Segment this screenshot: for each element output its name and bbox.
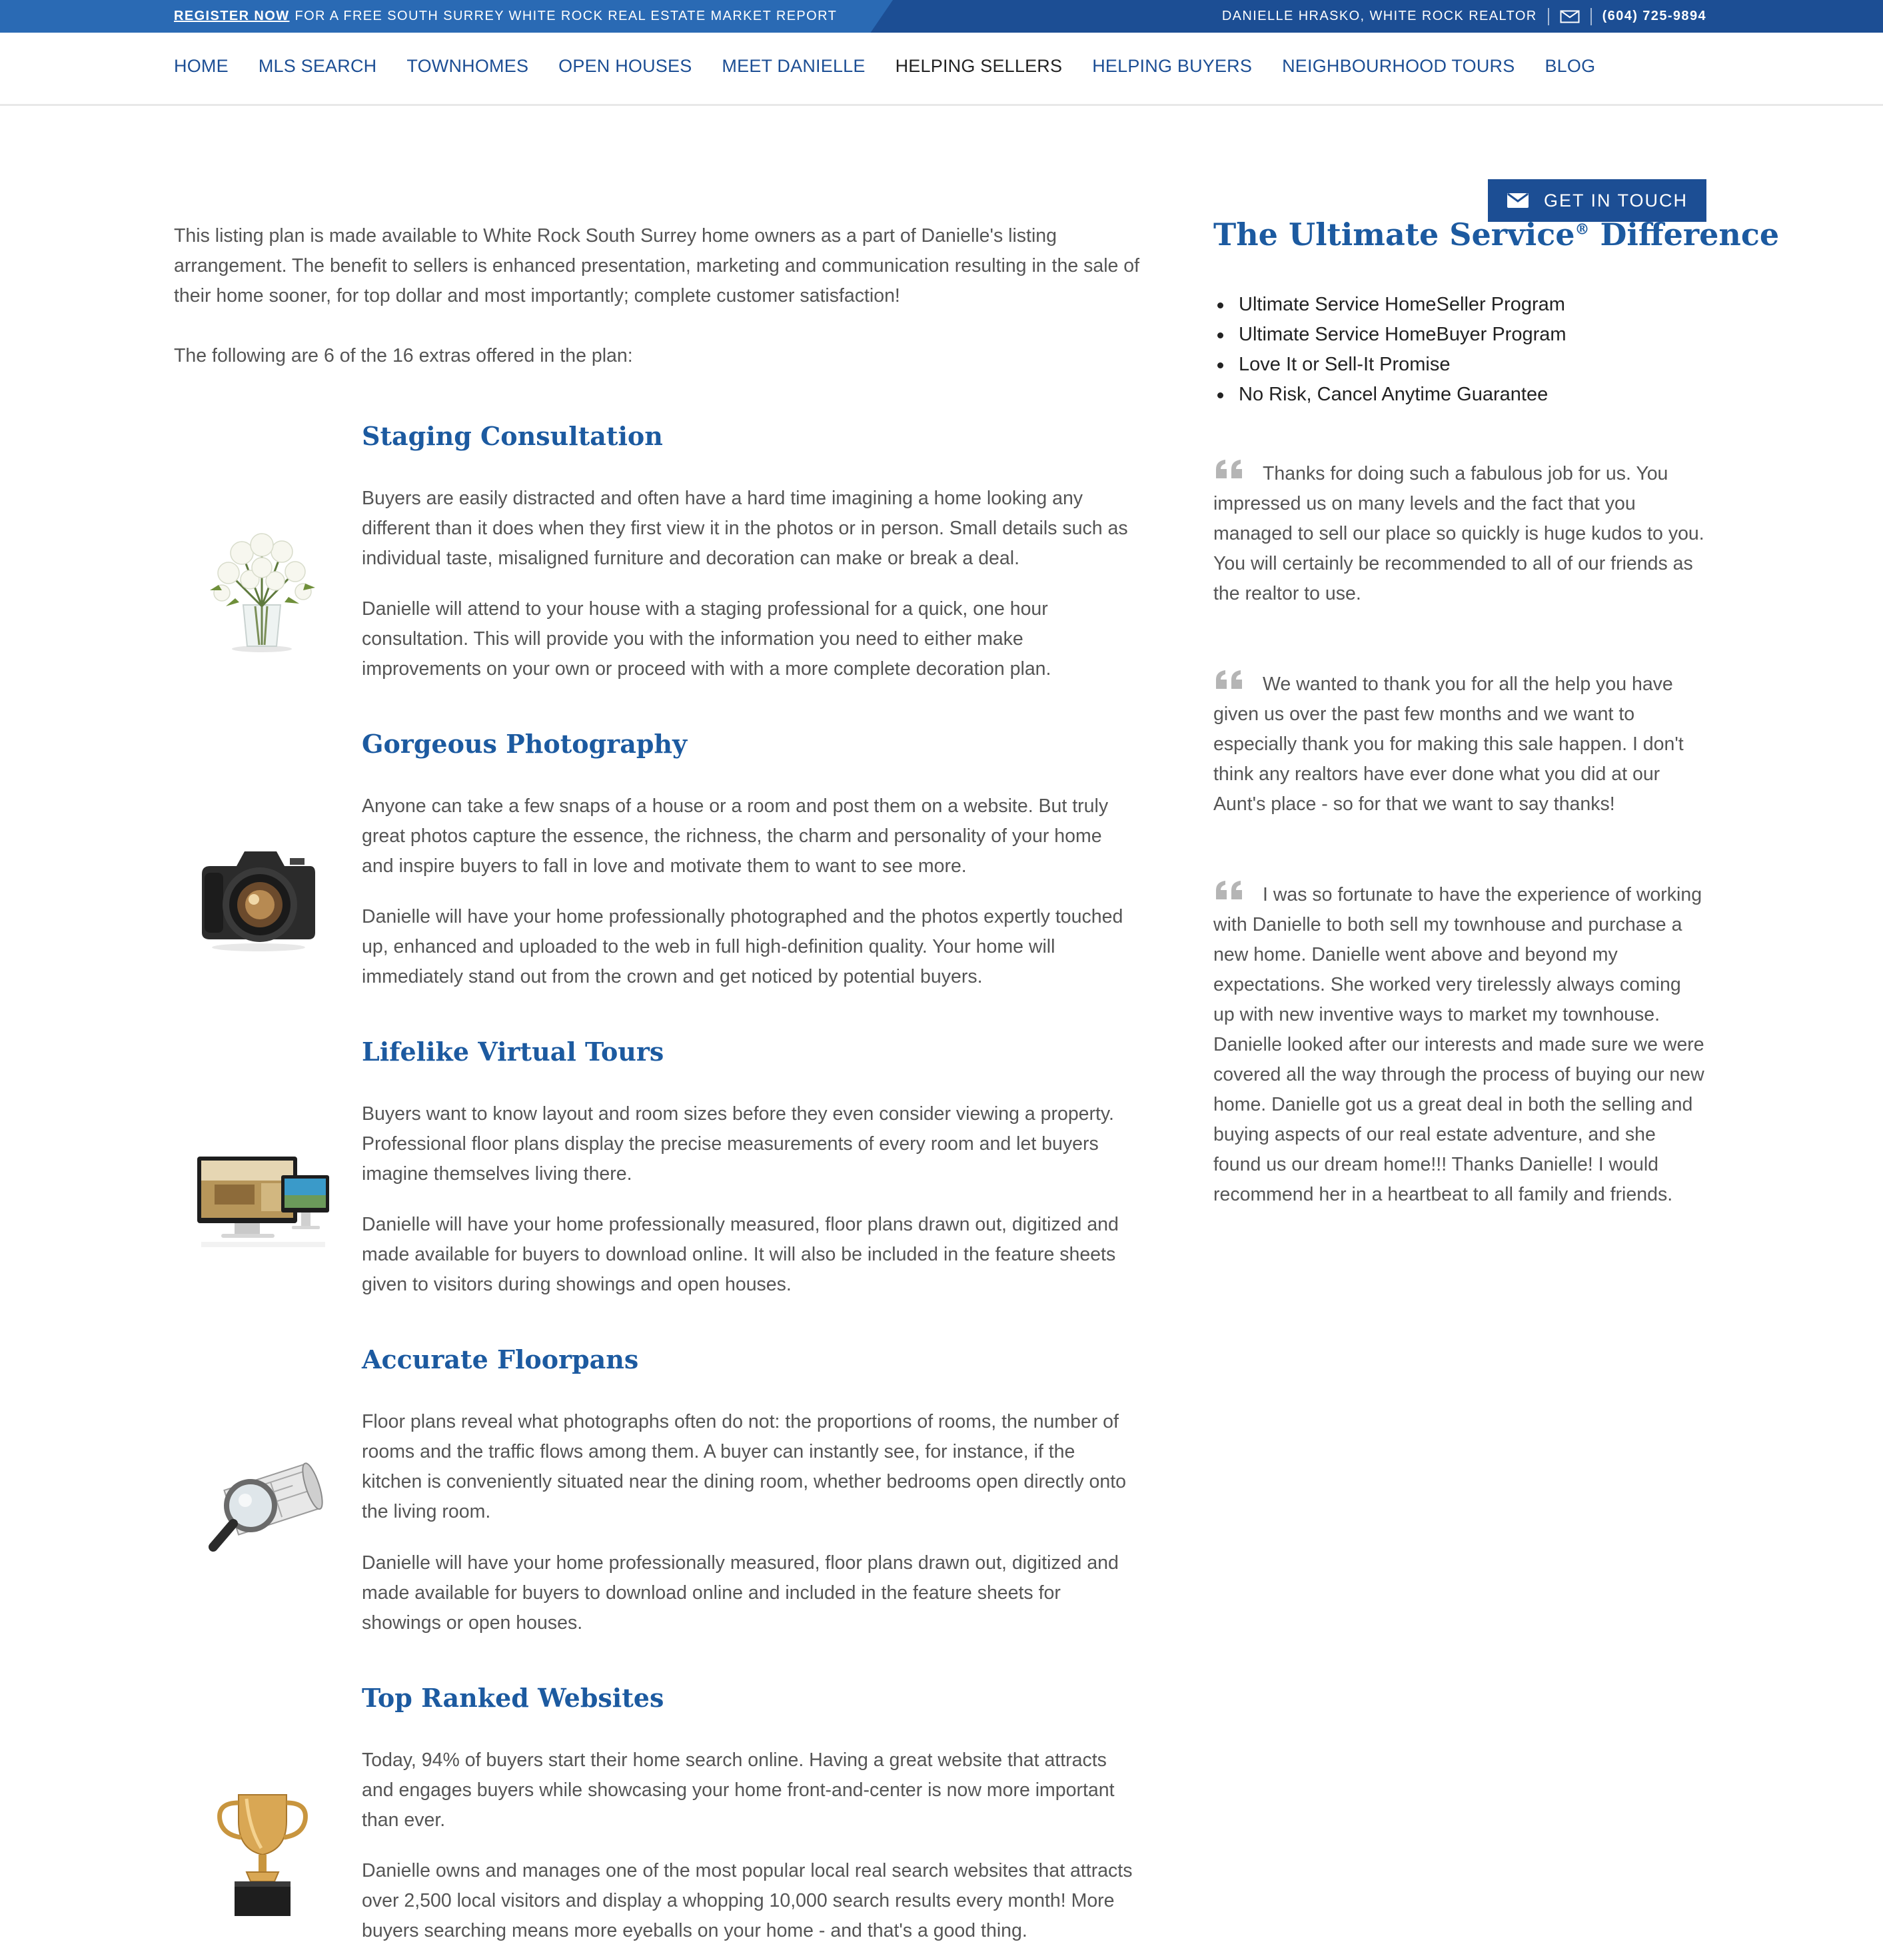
testimonial-text: We wanted to thank you for all the help you have given us over the past few months and we want to especially thank you for making this sale happen. I don't think any realtors have ever done what you did at our Aunt's place - so for that we want to say thanks! <box>1213 674 1684 815</box>
extras-line: The following are 6 of the 16 extras offered in the plan: <box>174 345 633 366</box>
feature-title-virtual-tours: Lifelike Virtual Tours <box>362 1037 664 1067</box>
flower-vase-icon <box>202 526 322 653</box>
feature-title-websites: Top Ranked Websites <box>362 1683 664 1713</box>
mail-icon[interactable] <box>1560 10 1580 23</box>
testimonial-text: I was so fortunate to have the experience of working with Danielle to both sell my townhouse and purchase a new home. Danielle went above and beyond my expectations. She worked very tirelessly always coming up with new inventive ways to market my townhouse. Danielle looked after our interests and made sure we were covered all the way through the process of buying our new home. Danielle got us a great deal in both the selling and buying aspects of our real estate adventure, and she found us our dream home!!! Thanks Danielle! I would recommend her in a heartbeat to all family and friends. <box>1213 884 1704 1205</box>
divider <box>1548 8 1549 25</box>
sidebar-title-part1: The Ultimate Service <box>1213 217 1575 252</box>
feature-text: Buyers want to know layout and room sizes before they even consider viewing a property. Professional floor plans display the precise measurements of every room and let buyers imagine themselves living there. <box>362 1103 1114 1185</box>
nav-item-blog[interactable]: BLOG <box>1545 56 1596 76</box>
feature-title-floorplans: Accurate Floorpans <box>362 1344 639 1374</box>
sidebar-title-part2: Difference <box>1589 217 1780 252</box>
feature-text: Danielle owns and manages one of the most popular local real search websites that attracts over 2,500 local visitors and display a whopping 10,000 search results every month! More buyers searching means more eyeballs on your home - and that's a good thing. <box>362 1860 1133 1941</box>
nav-item-neighbourhood-tours[interactable]: NEIGHBOURHOOD TOURS <box>1282 56 1515 76</box>
phone-link[interactable]: (604) 725-9894 <box>1602 9 1706 23</box>
divider <box>1590 8 1592 25</box>
feature-text: Danielle will have your home professionally measured, floor plans drawn out, digitized and made available for buyers to download online and included in the feature sheets for showings or open houses. <box>362 1552 1119 1634</box>
testimonial <box>1213 458 1706 609</box>
nav-item-home[interactable]: HOME <box>174 56 229 76</box>
envelope-icon <box>1507 193 1529 209</box>
feature-text: Danielle will have your home professionally measured, floor plans drawn out, digitized and made available for buyers to download online. It will also be included in the feature sheets given to visitors during showings and open houses. <box>362 1214 1119 1295</box>
feature-text: Anyone can take a few snaps of a house or a room and post them on a website. But truly great photos capture the essence, the richness, the charm and personality of your home and inspire buyers to fall in love and motivate them to want to see more. <box>362 795 1109 877</box>
quote-icon <box>1213 458 1245 478</box>
top-bar <box>0 0 1883 33</box>
quote-icon <box>1213 669 1245 689</box>
feature-title-photography: Gorgeous Photography <box>362 729 688 759</box>
intro-paragraph: This listing plan is made available to White Rock South Surrey home owners as a part of Danielle's listing arrangement. The benefit to sellers is enhanced presentation, marketing and communication resulting in the sale of their home sooner, for top dollar and most importantly; complete customer satisfaction! <box>174 225 1140 306</box>
register-now-link[interactable]: REGISTER NOW <box>174 9 290 23</box>
nav-item-helping-buyers[interactable]: HELPING BUYERS <box>1092 56 1253 76</box>
list-item[interactable]: Ultimate Service HomeSeller Program <box>1213 290 1567 320</box>
magnifier-blueprint-icon <box>199 1459 329 1559</box>
monitors-icon <box>195 1151 332 1251</box>
feature-text: Floor plans reveal what photographs often do not: the proportions of rooms, the number of rooms and the traffic flows among them. A buyer can instantly see, for instance, if the kitchen is conveniently situated near the dining room, whether bedrooms open directly onto the living room. <box>362 1411 1126 1522</box>
quote-icon <box>1213 879 1245 899</box>
agent-name: DANIELLE HRASKO, WHITE ROCK REALTOR <box>1221 9 1537 23</box>
nav-item-helping-sellers[interactable]: HELPING SELLERS <box>895 56 1063 76</box>
testimonial <box>1213 879 1706 1210</box>
nav-item-mls-search[interactable]: MLS SEARCH <box>258 56 377 76</box>
promo-text: FOR A FREE SOUTH SURREY WHITE ROCK REAL ESTATE MARKET REPORT <box>295 9 838 23</box>
nav-item-open-houses[interactable]: OPEN HOUSES <box>558 56 692 76</box>
get-in-touch-label: GET IN TOUCH <box>1543 190 1688 211</box>
feature-text: Buyers are easily distracted and often have a hard time imagining a home looking any different than it does when they first view it in the photos or in person. Small details such as individual taste, misaligned furniture and decoration can make or break a deal. <box>362 488 1128 569</box>
nav-item-townhomes[interactable]: TOWNHOMES <box>406 56 529 76</box>
list-item[interactable]: Ultimate Service HomeBuyer Program <box>1213 320 1567 350</box>
feature-text: Danielle will have your home professionally photographed and the photos expertly touched up, enhanced and uploaded to the web in full high-definition quality. Your home will immediately stand out from the crown and get noticed by potential buyers. <box>362 906 1123 987</box>
nav-item-meet-danielle[interactable]: MEET DANIELLE <box>722 56 866 76</box>
testimonial <box>1213 669 1706 819</box>
feature-title-staging: Staging Consultation <box>362 421 663 451</box>
camera-icon <box>197 839 320 953</box>
trophy-icon <box>212 1788 313 1921</box>
testimonial-text: Thanks for doing such a fabulous job for us. You impressed us on many levels and the fact that you managed to sell our place so quickly is huge kudos to you. You will certainly be recommended to all of our friends as the realtor to use. <box>1213 463 1704 604</box>
get-in-touch-button[interactable] <box>1488 179 1706 222</box>
list-item[interactable]: Love It or Sell-It Promise <box>1213 350 1567 380</box>
contact-info <box>1222 0 1706 33</box>
service-list <box>1213 290 1567 410</box>
main-nav <box>0 33 1883 106</box>
feature-text: Danielle will attend to your house with a staging professional for a quick, one hour consultation. This will provide you with the information you need to either make improvements on your own or proceed with with a more complete decoration plan. <box>362 598 1051 680</box>
feature-text: Today, 94% of buyers start their home search online. Having a great website that attracts and engages buyers while showcasing your home front-and-center is now more important than ever. <box>362 1749 1115 1831</box>
list-item[interactable]: No Risk, Cancel Anytime Guarantee <box>1213 380 1567 410</box>
promo-banner <box>174 0 837 33</box>
registered-mark: ® <box>1574 221 1590 239</box>
sidebar-title <box>1213 217 1779 252</box>
